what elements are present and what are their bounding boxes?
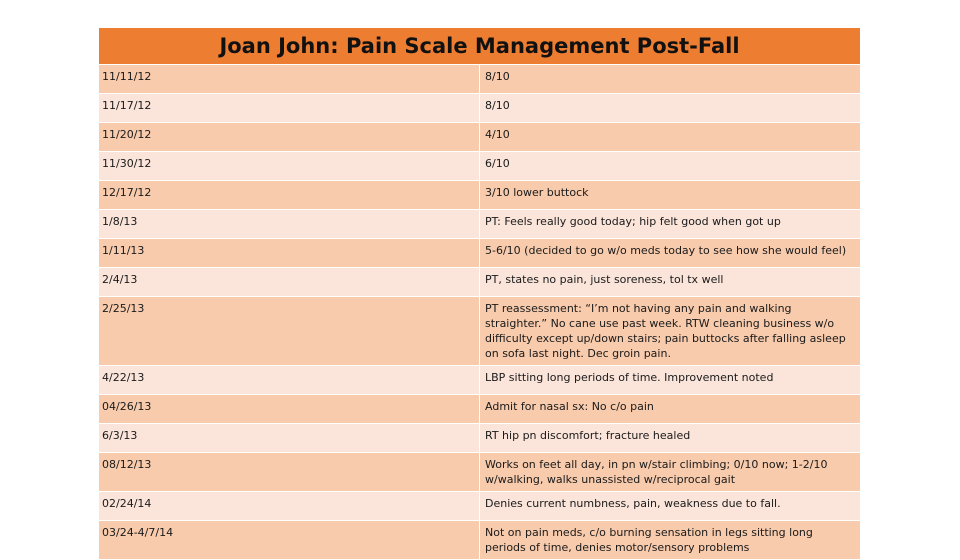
- date-cell: 2/4/13: [99, 268, 480, 297]
- date-cell: 6/3/13: [99, 424, 480, 453]
- note-cell: LBP sitting long periods of time. Improvement noted: [480, 366, 861, 395]
- table-title: Joan John: Pain Scale Management Post-Fall: [99, 28, 860, 65]
- note-cell: 4/10: [480, 123, 861, 152]
- date-cell: 2/25/13: [99, 297, 480, 366]
- date-cell: 11/30/12: [99, 152, 480, 181]
- table-row: [99, 65, 860, 94]
- note-cell: 6/10: [480, 152, 861, 181]
- table-row: [99, 366, 860, 395]
- table-row: [99, 181, 860, 210]
- date-cell: 12/17/12: [99, 181, 480, 210]
- table-row: [99, 94, 860, 123]
- date-cell: 11/11/12: [99, 65, 480, 94]
- table-row: [99, 521, 860, 560]
- date-cell: 08/12/13: [99, 453, 480, 492]
- note-cell: 5-6/10 (decided to go w/o meds today to see how she would feel): [480, 239, 861, 268]
- note-cell: Admit for nasal sx: No c/o pain: [480, 395, 861, 424]
- note-cell: 8/10: [480, 65, 861, 94]
- date-cell: 1/11/13: [99, 239, 480, 268]
- note-cell: Not on pain meds, c/o burning sensation in legs sitting long periods of time, denies motor/sensory problems: [480, 521, 861, 560]
- table-row: [99, 297, 860, 366]
- table-row: [99, 210, 860, 239]
- table-row: [99, 123, 860, 152]
- table-row: [99, 395, 860, 424]
- table-row: [99, 239, 860, 268]
- note-cell: Works on feet all day, in pn w/stair climbing; 0/10 now; 1-2/10 w/walking, walks unassisted w/reciprocal gait: [480, 453, 861, 492]
- table-row: [99, 492, 860, 521]
- date-cell: 03/24-4/7/14: [99, 521, 480, 560]
- table-row: [99, 268, 860, 297]
- note-cell: 3/10 lower buttock: [480, 181, 861, 210]
- date-cell: 4/22/13: [99, 366, 480, 395]
- date-cell: 11/20/12: [99, 123, 480, 152]
- date-cell: 02/24/14: [99, 492, 480, 521]
- table-header-row: [99, 28, 860, 65]
- note-cell: PT: Feels really good today; hip felt good when got up: [480, 210, 861, 239]
- table-row: [99, 424, 860, 453]
- date-cell: 1/8/13: [99, 210, 480, 239]
- note-cell: 8/10: [480, 94, 861, 123]
- note-cell: PT, states no pain, just soreness, tol tx well: [480, 268, 861, 297]
- note-cell: PT reassessment: “I’m not having any pain and walking straighter.” No cane use past week. RTW cleaning business w/o difficulty except up/down stairs; pain buttocks after falling asleep on sofa last night. Dec groin pain.: [480, 297, 861, 366]
- table-row: [99, 152, 860, 181]
- pain-scale-table: [99, 28, 860, 560]
- note-cell: RT hip pn discomfort; fracture healed: [480, 424, 861, 453]
- date-cell: 04/26/13: [99, 395, 480, 424]
- note-cell: Denies current numbness, pain, weakness due to fall.: [480, 492, 861, 521]
- table-row: [99, 453, 860, 492]
- date-cell: 11/17/12: [99, 94, 480, 123]
